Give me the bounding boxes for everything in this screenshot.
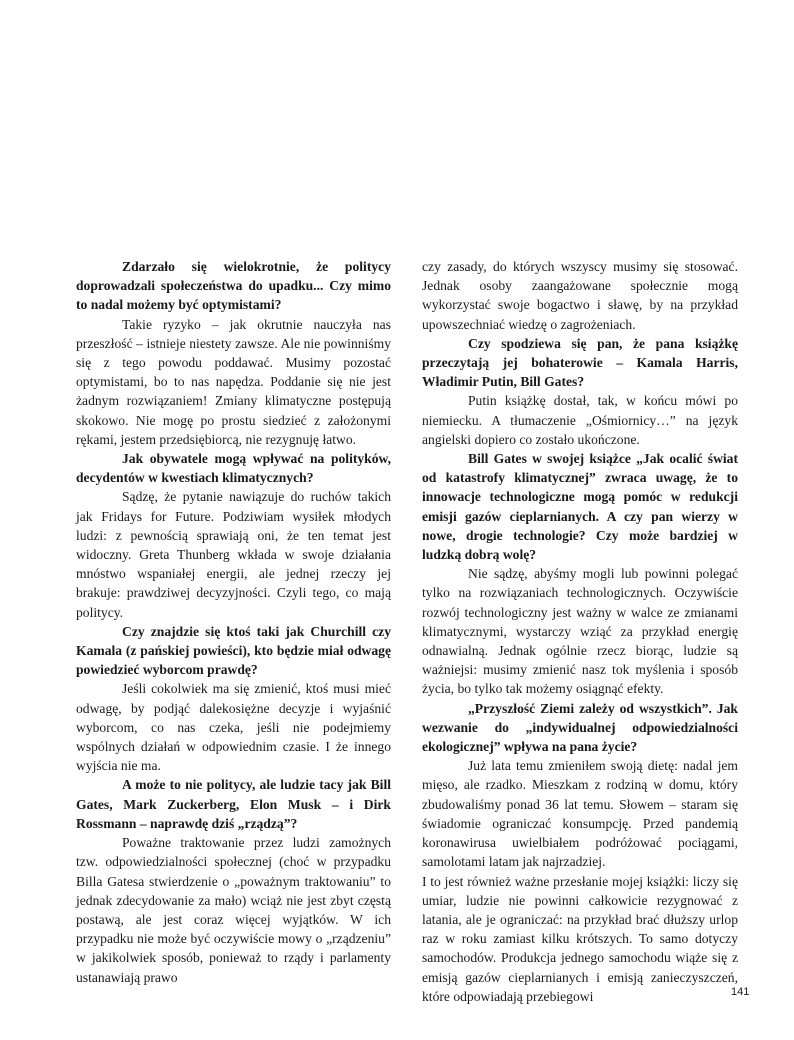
interview-question: „Przyszłość Ziemi zależy od wszystkich”. Jak wezwanie do „indywidualnej odpowiedzialności ekologicznej” wpływa na pana życie?	[422, 700, 738, 755]
interview-answer: Jeśli cokolwiek ma się zmienić, ktoś musi mieć odwagę, by podjąć dalekosiężne decyzje i wyjaśnić wyborcom, co nas czeka, jeśli nie podejmiemy wspólnych działań w odpowiednim czasie. I że innego wyjścia nie ma.	[76, 681, 391, 774]
interview-question: Zdarzało się wielokrotnie, że politycy doprowadzali społeczeństwa do upadku... Czy mimo to nadal możemy być optymistami?	[76, 259, 391, 313]
interview-answer: Takie ryzyko – jak okrutnie nauczyła nas przeszłość – istnieje niestety zawsze. Ale nie powinniśmy się z tego powodu poddawać. Musimy pozostać optymistami, bo to nas napędza. Poddanie się nie jest żadnym rozwiązaniem! Zmiany klimatyczne postępują skokowo. Nie mogę po prostu siedzieć z założonymi rękami, jestem przedsiębiorcą, nie rezygnuję łatwo.	[76, 316, 391, 447]
interview-question: A może to nie politycy, ale ludzie tacy jak Bill Gates, Mark Zuckerberg, Elon Musk – i Dirk Rossmann – naprawdę dziś „rządzą”?	[76, 777, 391, 831]
left-column	[76, 257, 391, 987]
interview-answer: Już lata temu zmieniłem swoją dietę: nadal jem mięso, ale rzadko. Mieszkam z rodziną w domu, który zbudowaliśmy ponad 36 lat temu. Słowem – staram się świadomie ograniczać konsumpcję. Przed pandemią koronawirusa uwielbiałem podróżować pociągami, samolotami latam jak najrzadziej.	[422, 758, 738, 870]
right-column	[422, 257, 738, 1006]
page-number: 141	[731, 986, 750, 998]
interview-question: Jak obywatele mogą wpływać na polityków, decydentów w kwestiach klimatycznych?	[76, 451, 391, 486]
interview-question: Czy spodziewa się pan, że pana książkę przeczytają jej bohaterowie – Kamala Harris, Władimir Putin, Bill Gates?	[422, 335, 738, 390]
interview-question: Bill Gates w swojej książce „Jak ocalić świat od katastrofy klimatycznej” zwraca uwagę, że to innowacje technologiczne mogą pomóc w redukcji emisji gazów cieplarnianych. A czy pan wierzy w nowe, drogie technologie? Czy może bardziej w ludzką dobrą wolę?	[422, 451, 738, 563]
interview-answer: Putin książkę dostał, tak, w końcu mówi po niemiecku. A tłumaczenie „Ośmiornicy…” na język angielski dopiero co zostało ukończone.	[422, 393, 738, 447]
interview-answer: Sądzę, że pytanie nawiązuje do ruchów takich jak Fridays for Future. Podziwiam wysiłek młodych ludzi: z pewnością sprawiają oni, że ten temat jest widoczny. Greta Thunberg wkłada w swoje działania mnóstwo wspaniałej energii, ale jednej rzeczy jej brakuje: prawdziwej decyzyjności. Czyli tego, co mają politycy.	[76, 489, 391, 620]
answer-continuation: czy zasady, do których wszyscy musimy się stosować. Jednak osoby zaangażowane społecznie mogą wykorzystać swoje bogactwo i sławę, by na przykład upowszechniać wiedzę o zagrożeniach.	[422, 259, 738, 332]
interview-answer: Poważne traktowanie przez ludzi zamożnych tzw. odpowiedzialności społecznej (choć w przypadku Billa Gatesa stwierdzenie o „poważnym traktowaniu” to jednak zdecydowanie za mało) wciąż nie jest zbyt częstą postawą, ale jest coraz więcej wyjątków. W ich przypadku nie może być oczywiście mowy o „rządzeniu” w jakikolwiek sposób, ponieważ to rządy i parlamenty ustanawiają prawo	[76, 835, 391, 985]
interview-question: Czy znajdzie się ktoś taki jak Churchill czy Kamala (z pańskiej powieści), kto będzie miał odwagę powiedzieć wyborcom prawdę?	[76, 623, 391, 678]
answer-continuation: I to jest również ważne przesłanie mojej książki: liczy się umiar, ludzie nie powinni całkowicie rezygnować z latania, ale je ograniczać: na przykład brać dłuższy urlop raz w roku zamiast kilku krótszych. To samo dotyczy samochodów. Produkcja jednego samochodu wiąże się z emisją gazów cieplarnianych i emisją zanieczyszczeń, które odpowiadają przebiegowi	[422, 873, 738, 1004]
interview-answer: Nie sądzę, abyśmy mogli lub powinni polegać tylko na rozwiązaniach technologicznych. Oczywiście rozwój technologiczny jest ważny w walce ze zmianami klimatycznymi, wystarczy wziąć za przykład energię odnawialną. Jednak ogólnie rzecz biorąc, ludzie są ważniejsi: musimy zmienić nasz tok myślenia i sposób życia, bo tylko tak możemy osiągnąć efekty.	[422, 566, 738, 697]
